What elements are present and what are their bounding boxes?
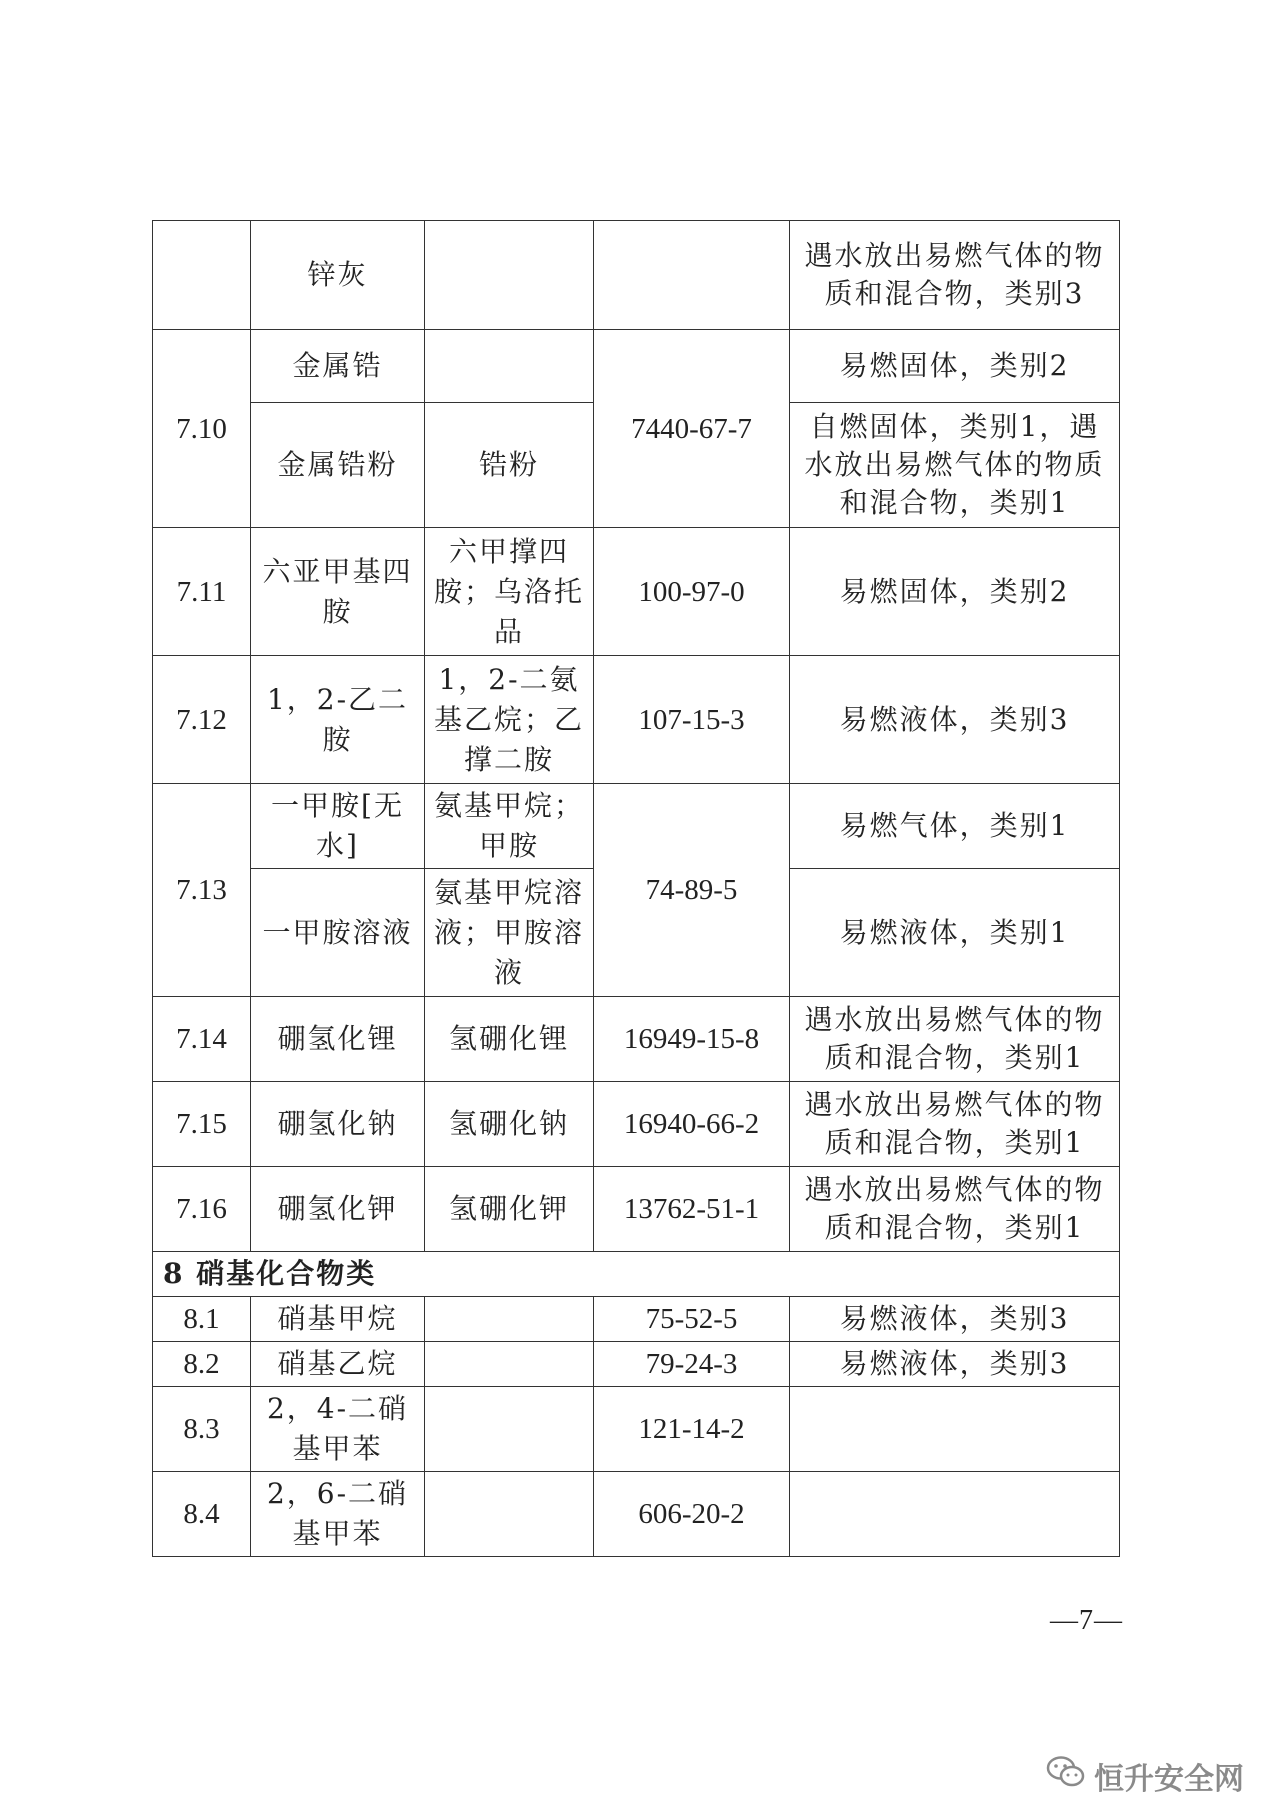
- cell-no: 7.12: [153, 656, 251, 784]
- cell-no: 7.14: [153, 997, 251, 1082]
- cell-name: 1，2-乙二胺: [251, 656, 425, 784]
- cell-cas: 75-52-5: [594, 1297, 790, 1342]
- cell-cas: 16949-15-8: [594, 997, 790, 1082]
- cell-name: 硼氢化锂: [251, 997, 425, 1082]
- cell-hazard: [790, 1387, 1120, 1472]
- table-row: [153, 656, 1120, 784]
- cell-no: 7.11: [153, 528, 251, 656]
- cell-hazard: 易燃液体，类别3: [790, 1297, 1120, 1342]
- cell-alias: [425, 330, 594, 403]
- cell-alias: [425, 1297, 594, 1342]
- cell-cas: 79-24-3: [594, 1342, 790, 1387]
- wechat-icon: [1046, 1755, 1086, 1797]
- cell-alias: [425, 221, 594, 330]
- cell-no: 8.4: [153, 1472, 251, 1557]
- cell-hazard: 易燃液体，类别1: [790, 869, 1120, 997]
- cell-cas: 16940-66-2: [594, 1082, 790, 1167]
- cell-alias: 氨基甲烷；甲胺: [425, 784, 594, 869]
- cell-name: 一甲胺溶液: [251, 869, 425, 997]
- cell-hazard: [790, 1472, 1120, 1557]
- table-row: [153, 997, 1120, 1082]
- cell-name: 锌灰: [251, 221, 425, 330]
- cell-alias: 锆粉: [425, 403, 594, 528]
- cell-hazard: 易燃液体，类别3: [790, 1342, 1120, 1387]
- page-number: —7—: [1050, 1605, 1123, 1636]
- cell-name: 2，6-二硝基甲苯: [251, 1472, 425, 1557]
- section-heading: 8 硝基化合物类: [153, 1252, 1120, 1297]
- watermark-text: 恒升安全网: [1094, 1762, 1244, 1797]
- cell-alias: 氢硼化钾: [425, 1167, 594, 1252]
- cell-name: 硼氢化钾: [251, 1167, 425, 1252]
- cell-no: 8.3: [153, 1387, 251, 1472]
- cell-name: 硝基甲烷: [251, 1297, 425, 1342]
- cell-no: 8.2: [153, 1342, 251, 1387]
- table-row: [153, 1297, 1120, 1342]
- cell-hazard: 自燃固体，类别1，遇水放出易燃气体的物质和混合物，类别1: [790, 403, 1120, 528]
- cell-cas: 606-20-2: [594, 1472, 790, 1557]
- cell-no: 7.15: [153, 1082, 251, 1167]
- cell-alias: 氢硼化锂: [425, 997, 594, 1082]
- table-row: [153, 1342, 1120, 1387]
- cell-no: 7.13: [153, 784, 251, 997]
- watermark: [1046, 1754, 1244, 1798]
- cell-no: 7.10: [153, 330, 251, 528]
- cell-hazard: 易燃固体，类别2: [790, 528, 1120, 656]
- cell-name: 金属锆: [251, 330, 425, 403]
- table-row: [153, 528, 1120, 656]
- table-row: [153, 1387, 1120, 1472]
- cell-alias: 氨基甲烷溶液；甲胺溶液: [425, 869, 594, 997]
- cell-alias: [425, 1472, 594, 1557]
- cell-alias: 1，2-二氨基乙烷；乙撑二胺: [425, 656, 594, 784]
- table-row: [153, 1082, 1120, 1167]
- cell-cas: [594, 221, 790, 330]
- chemical-table: [152, 220, 1120, 1557]
- table-row: [153, 1167, 1120, 1252]
- cell-name: 硼氢化钠: [251, 1082, 425, 1167]
- table-row: [153, 330, 1120, 403]
- cell-alias: 六甲撑四胺；乌洛托品: [425, 528, 594, 656]
- cell-cas: 7440-67-7: [594, 330, 790, 528]
- cell-cas: 74-89-5: [594, 784, 790, 997]
- cell-cas: 100-97-0: [594, 528, 790, 656]
- cell-cas: 107-15-3: [594, 656, 790, 784]
- cell-hazard: 易燃液体，类别3: [790, 656, 1120, 784]
- cell-hazard: 遇水放出易燃气体的物质和混合物，类别1: [790, 1167, 1120, 1252]
- cell-hazard: 易燃固体，类别2: [790, 330, 1120, 403]
- section-row: [153, 1252, 1120, 1297]
- cell-hazard: 遇水放出易燃气体的物质和混合物，类别3: [790, 221, 1120, 330]
- cell-name: 一甲胺[无水]: [251, 784, 425, 869]
- cell-alias: 氢硼化钠: [425, 1082, 594, 1167]
- cell-hazard: 遇水放出易燃气体的物质和混合物，类别1: [790, 1082, 1120, 1167]
- cell-cas: 13762-51-1: [594, 1167, 790, 1252]
- cell-alias: [425, 1387, 594, 1472]
- table-row: [153, 1472, 1120, 1557]
- cell-no: 8.1: [153, 1297, 251, 1342]
- cell-hazard: 易燃气体，类别1: [790, 784, 1120, 869]
- cell-name: 六亚甲基四胺: [251, 528, 425, 656]
- cell-no: 7.16: [153, 1167, 251, 1252]
- cell-alias: [425, 1342, 594, 1387]
- cell-name: 硝基乙烷: [251, 1342, 425, 1387]
- cell-hazard: 遇水放出易燃气体的物质和混合物，类别1: [790, 997, 1120, 1082]
- cell-no: [153, 221, 251, 330]
- cell-cas: 121-14-2: [594, 1387, 790, 1472]
- table-row: [153, 221, 1120, 330]
- cell-name: 金属锆粉: [251, 403, 425, 528]
- cell-name: 2，4-二硝基甲苯: [251, 1387, 425, 1472]
- table-row: [153, 784, 1120, 869]
